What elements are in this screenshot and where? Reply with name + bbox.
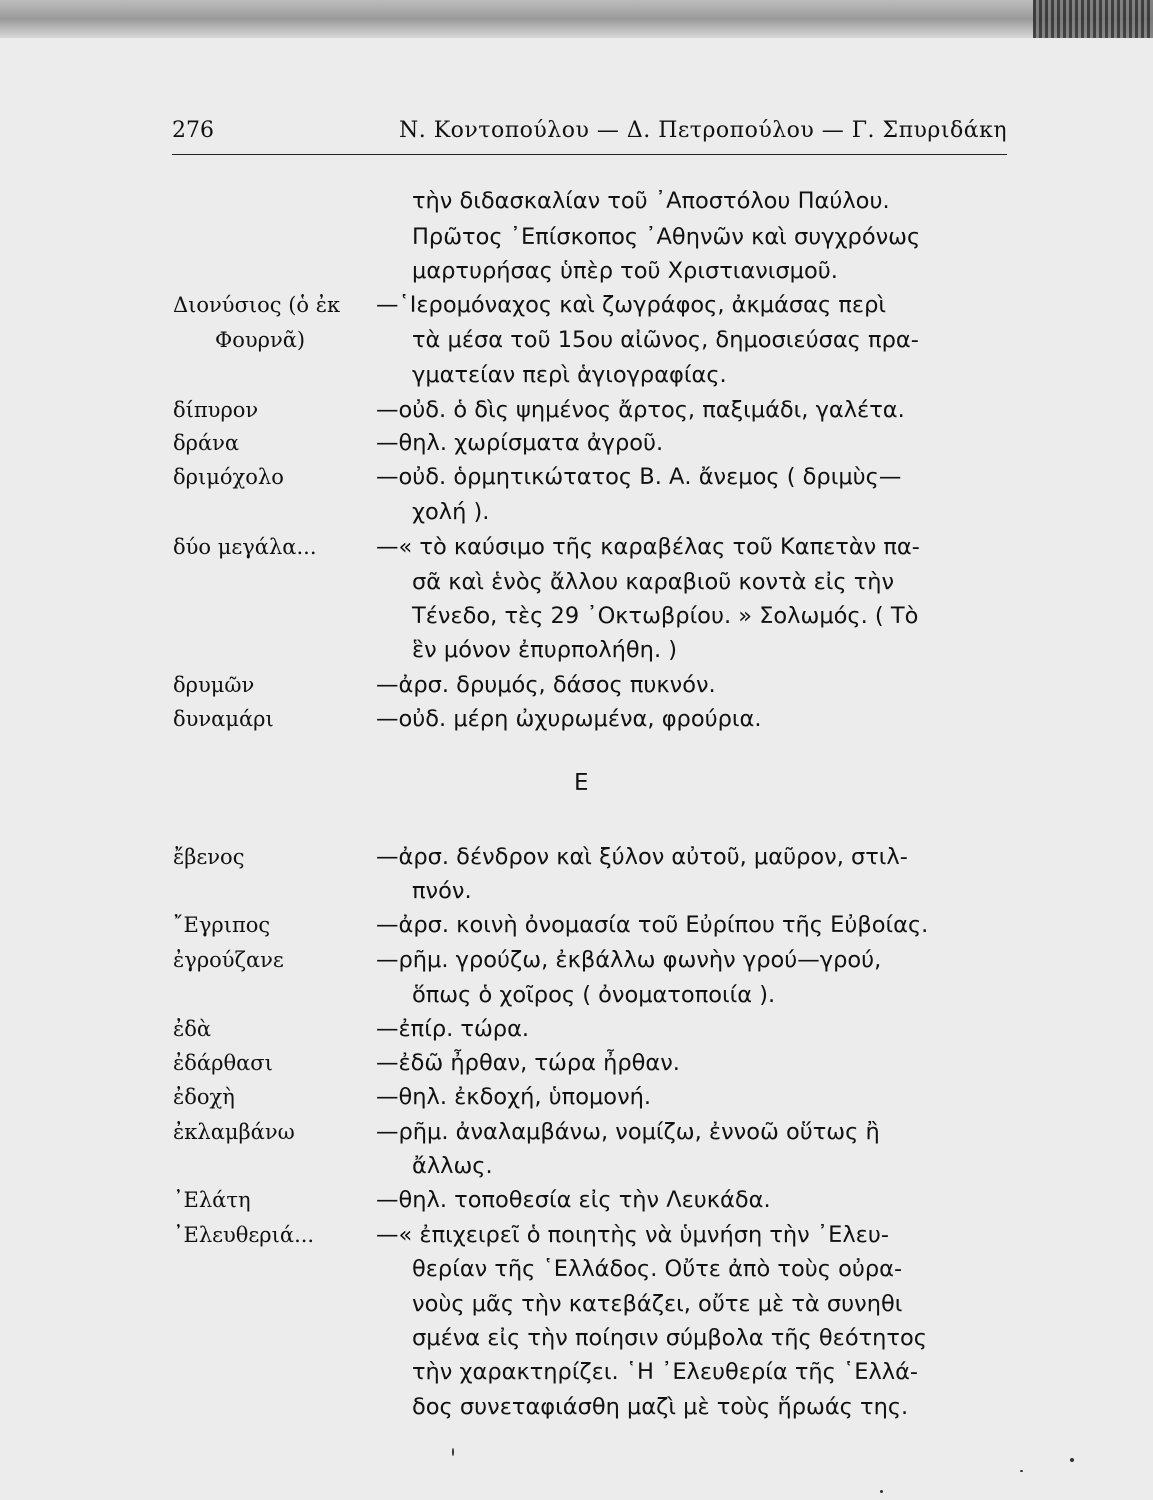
entry-term: δύο μεγάλα... (173, 535, 317, 559)
entry-line: —ἀρσ. κοινὴ ὀνομασία τοῦ Εὐρίπου τῆς Εὐβοίας. (376, 912, 929, 938)
entry-line: ὅπως ὁ χοῖρος ( ὀνοματοποιία ). (412, 982, 776, 1008)
entry-line: τὴν χαρακτηρίζει. ῾Η ᾿Ελευθερία τῆς ῾Ελλά- (412, 1359, 919, 1385)
page-number: 276 (172, 118, 214, 143)
entry-term: Διονύσιος (ὁ ἐκ (173, 293, 341, 317)
entry-term: ἐδοχὴ (173, 1085, 235, 1109)
entry-term: ᾿Ελάτη (173, 1188, 251, 1212)
entry-term-continued: Φουρνᾶ) (215, 328, 306, 352)
entry-line: —οὐδ. ὁρμητικώτατος Β. Α. ἄνεμος ( δριμὺς— (376, 464, 902, 490)
entry-line: Πρῶτος ᾿Επίσκοπος ᾿Αθηνῶν καὶ συγχρόνως (412, 224, 921, 250)
entry-line: νοὺς μᾶς τὴν κατεβάζει, οὔτε μὲ τὰ συνηθι (412, 1291, 903, 1317)
entry-term: δριμόχολο (173, 465, 284, 489)
entry-line: —ἐδῶ ἦρθαν, τώρα ἦρθαν. (376, 1050, 680, 1076)
entry-line: Τένεδο, τὲς 29 ᾿Οκτωβρίου. » Σολωμός. ( Τὸ (412, 603, 919, 629)
entry-line: ἓν μόνον ἐπυρπολήθη. ) (412, 637, 678, 663)
entry-line: σᾶ καὶ ἑνὸς ἄλλου καραβιοῦ κοντὰ εἰς τὴν (412, 569, 895, 595)
entry-term: ἐδὰ (173, 1017, 212, 1041)
entry-line: μαρτυρήσας ὑπὲρ τοῦ Χριστιανισμοῦ. (412, 258, 838, 284)
entry-line: ἄλλως. (412, 1153, 493, 1179)
entry-line: —θηλ. χωρίσματα ἀγροῦ. (376, 430, 664, 456)
running-head: Ν. Κοντοπούλου — Δ. Πετροπούλου — Γ. Σπυριδάκη (399, 118, 1007, 143)
entry-line: θερίαν τῆς ῾Ελλάδος. Οὔτε ἀπὸ τοὺς οὐρα- (412, 1256, 903, 1282)
entry-term: δράνα (173, 431, 240, 455)
entry-line: —῾Ιερομόναχος καὶ ζωγράφος, ἀκμάσας περὶ (376, 292, 886, 318)
entry-term: δυναμάρι (173, 707, 274, 731)
scan-speck (1020, 1470, 1023, 1472)
entry-line: —οὐδ. ὁ δὶς ψημένος ἄρτος, παξιμάδι, γαλέτα. (376, 397, 905, 423)
entry-line: —θηλ. τοποθεσία εἰς τὴν Λευκάδα. (376, 1187, 771, 1213)
entry-line: τὰ μέσα τοῦ 15ου αἰῶνος, δημοσιεύσας πρα- (412, 327, 919, 353)
entry-term: ῎Εγριπος (173, 913, 271, 937)
entry-term: ἔβενος (173, 845, 245, 869)
entry-line: —« ἐπιχειρεῖ ὁ ποιητὴς νὰ ὑμνήση τὴν ᾿Ελευ- (376, 1222, 889, 1248)
entry-line: —ρῆμ. ἀναλαμβάνω, νομίζω, ἐννοῶ οὕτως ἢ (376, 1119, 880, 1145)
entry-term: δρυμῶν (173, 673, 255, 697)
scan-speck (452, 1448, 454, 1456)
entry-line: δος συνεταφιάσθη μαζὶ μὲ τοὺς ἥρωάς της. (412, 1394, 909, 1420)
entry-line: γματείαν περὶ ἁγιογραφίας. (412, 362, 727, 388)
scan-speck (1070, 1458, 1074, 1462)
entry-line: —θηλ. ἐκδοχή, ὑπομονή. (376, 1084, 652, 1110)
entry-term: δίπυρον (173, 398, 259, 422)
entry-line: —« τὸ καύσιμο τῆς καραβέλας τοῦ Καπετὰν πα- (376, 534, 920, 560)
entry-term: ἐδάρθασι (173, 1051, 273, 1075)
entry-term: ἐκλαμβάνω (173, 1120, 295, 1144)
scan-speck (880, 1490, 883, 1493)
entry-line: —οὐδ. μέρη ὠχυρωμένα, φρούρια. (376, 706, 762, 732)
entry-term: ᾿Ελευθεριά... (173, 1223, 315, 1247)
section-letter-heading: Ε (574, 770, 589, 796)
entry-line: χολή ). (412, 499, 490, 525)
entry-term: ἐγρούζανε (173, 948, 284, 972)
entry-line: —ρῆμ. γρούζω, ἐκβάλλω φωνὴν γρού—γρού, (376, 947, 882, 973)
entry-line: —ἐπίρ. τώρα. (376, 1016, 530, 1042)
entry-line: σμένα εἰς τὴν ποίησιν σύμβολα τῆς θεότητος (412, 1325, 927, 1351)
entry-line: τὴν διδασκαλίαν τοῦ ᾿Αποστόλου Παύλου. (412, 188, 890, 214)
entry-line: πνόν. (412, 878, 472, 904)
entry-line: —ἀρσ. δένδρον καὶ ξύλον αὐτοῦ, μαῦρον, στιλ- (376, 844, 908, 870)
entry-line: —ἀρσ. δρυμός, δάσος πυκνόν. (376, 672, 716, 698)
